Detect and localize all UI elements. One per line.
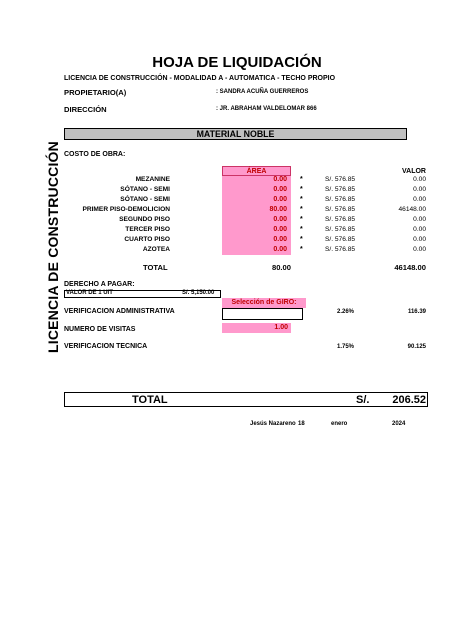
row-unit-price: S/. 576.85	[325, 206, 356, 213]
verif-admin-pct: 2.26%	[337, 309, 355, 315]
row-unit-price: S/. 576.85	[325, 246, 356, 253]
uit-value: S/. 5,150.00	[182, 290, 215, 296]
row-label: PRIMER PISO-DEMOLICION	[82, 206, 170, 213]
row-label: AZOTEA	[142, 246, 170, 253]
row-label: SÓTANO - SEMI	[120, 196, 170, 203]
row-area[interactable]: 80.00	[269, 206, 287, 213]
row-area[interactable]: 0.00	[273, 216, 287, 223]
row-label: SÓTANO - SEMI	[120, 186, 170, 193]
area-header: ÁREA	[222, 166, 291, 176]
grand-total-value: 206.52	[392, 394, 426, 406]
row-value: 0.00	[413, 236, 426, 243]
vertical-label: LICENCIA DE CONSTRUCCIÓN	[45, 141, 61, 353]
visitas-value: 1.00	[274, 324, 288, 331]
grand-total-currency: S/.	[356, 394, 370, 406]
row-value: 46148.00	[398, 206, 426, 213]
total-row-label: TOTAL	[143, 263, 168, 272]
verif-admin-value: 116.39	[407, 309, 426, 315]
row-multiply: *	[300, 216, 303, 223]
row-value: 0.00	[413, 246, 426, 253]
row-value: 0.00	[413, 216, 426, 223]
row-multiply: *	[300, 186, 303, 193]
row-multiply: *	[300, 236, 303, 243]
row-value: 0.00	[413, 176, 426, 183]
row-unit-price: S/. 576.85	[325, 176, 356, 183]
verif-tec-value: 90.125	[407, 344, 426, 350]
row-multiply: *	[300, 226, 303, 233]
row-unit-price: S/. 576.85	[325, 186, 356, 193]
row-unit-price: S/. 576.85	[325, 236, 356, 243]
footer-year: 2024	[392, 421, 406, 427]
total-row-value: 46148.00	[394, 263, 426, 272]
address-value: : JR. ABRAHAM VALDELOMAR 866	[216, 106, 317, 112]
footer-month: enero	[331, 421, 348, 427]
grand-total-label: TOTAL	[132, 394, 168, 406]
section-title: MATERIAL NOBLE	[64, 128, 407, 140]
row-area[interactable]: 0.00	[273, 226, 287, 233]
row-multiply: *	[300, 246, 303, 253]
row-multiply: *	[300, 176, 303, 183]
row-multiply: *	[300, 196, 303, 203]
row-label: MEZANINE	[135, 176, 170, 183]
valor-header: VALOR	[402, 168, 426, 175]
verif-tec-label: VERIFICACION TECNICA	[64, 343, 148, 350]
visitas-label: NUMERO DE VISITAS	[64, 326, 136, 333]
grand-total-box	[64, 392, 428, 407]
row-value: 0.00	[413, 196, 426, 203]
giro-label: Selección de GIRO:	[231, 299, 297, 306]
row-label: CUARTO PISO	[124, 236, 170, 243]
page-title: HOJA DE LIQUIDACIÓN	[152, 54, 322, 71]
footer-day: 18	[298, 421, 305, 427]
row-unit-price: S/. 576.85	[325, 226, 356, 233]
derecho-label: DERECHO A PAGAR:	[64, 281, 135, 288]
footer-name: Jesús Nazareno	[250, 421, 296, 427]
row-area[interactable]: 0.00	[273, 196, 287, 203]
row-area[interactable]: 0.00	[273, 186, 287, 193]
owner-label: PROPIETARIO(A)	[64, 88, 127, 97]
row-value: 0.00	[413, 226, 426, 233]
verif-admin-label: VERIFICACION ADMINISTRATIVA	[64, 308, 175, 315]
row-label: TERCER PISO	[125, 226, 170, 233]
owner-value: : SANDRA ACUÑA GUERREROS	[216, 89, 309, 95]
row-unit-price: S/. 576.85	[325, 196, 356, 203]
row-multiply: *	[300, 206, 303, 213]
license-line: LICENCIA DE CONSTRUCCIÓN - MODALIDAD A - AUTOMATICA - TECHO PROPIO	[64, 75, 336, 82]
row-unit-price: S/. 576.85	[325, 216, 356, 223]
address-label: DIRECCIÓN	[64, 105, 107, 114]
giro-select[interactable]	[222, 308, 303, 320]
total-row-area: 80.00	[271, 263, 291, 272]
row-area[interactable]: 0.00	[273, 176, 287, 183]
verif-tec-pct: 1.75%	[337, 344, 355, 350]
row-area[interactable]: 0.00	[273, 236, 287, 243]
row-value: 0.00	[413, 186, 426, 193]
row-label: SEGUNDO PISO	[119, 216, 170, 223]
row-area[interactable]: 0.00	[273, 246, 287, 253]
costo-label: COSTO DE OBRA:	[64, 151, 126, 158]
uit-label: VALOR DE 1 UIT	[66, 290, 113, 296]
